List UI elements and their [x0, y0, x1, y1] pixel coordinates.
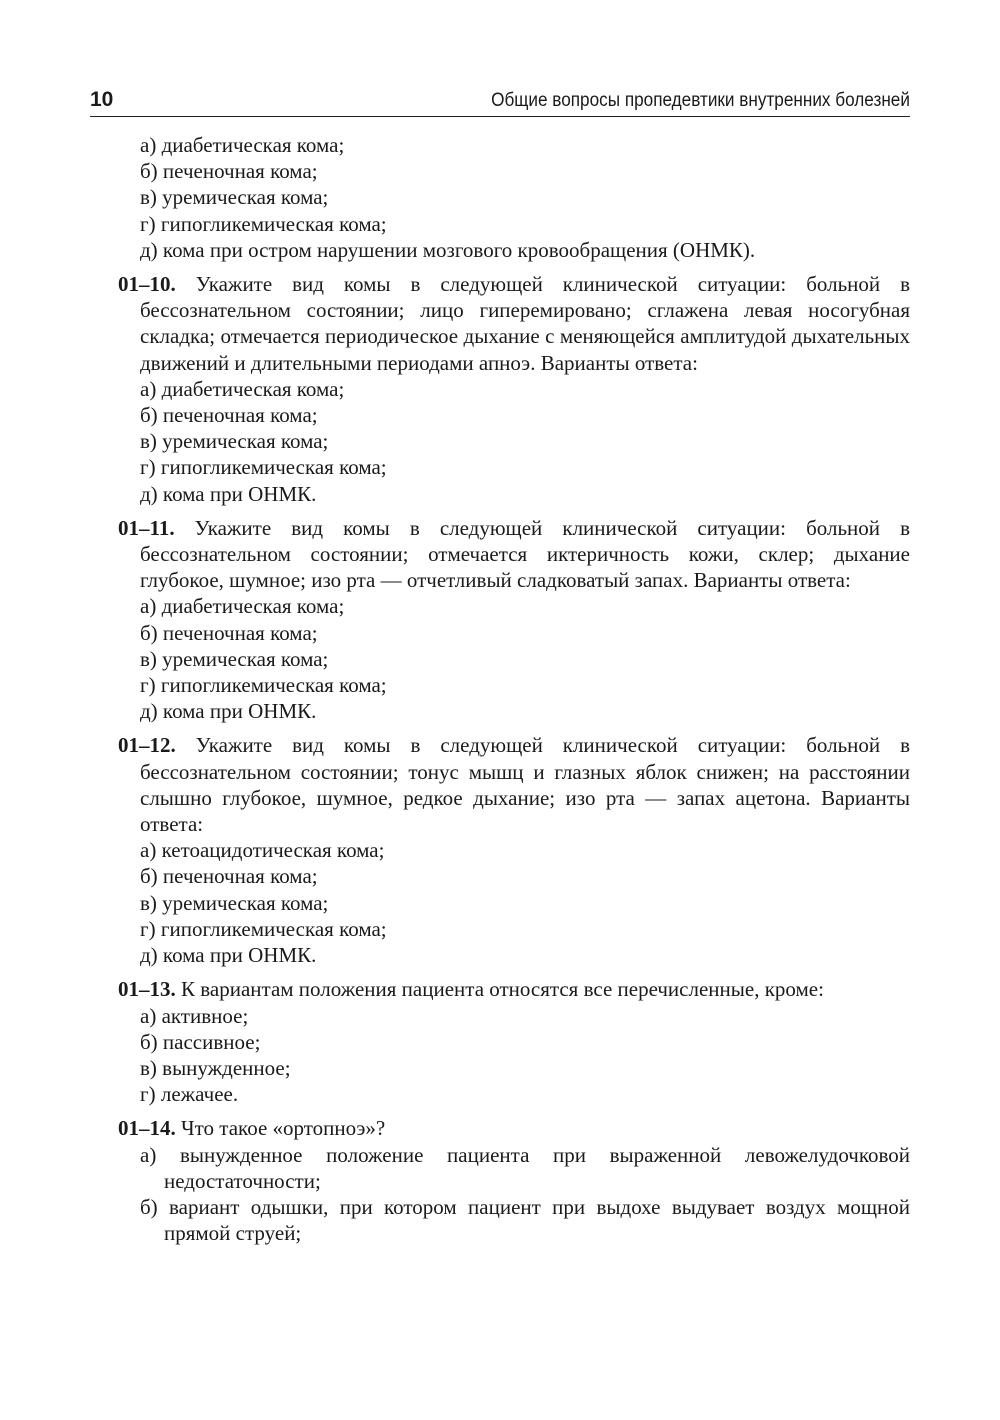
page-number: 10 [90, 88, 114, 111]
question-text-block [118, 271, 910, 376]
answer-option: в) вынужденное; [140, 1055, 291, 1080]
question-text-block [118, 515, 910, 594]
answer-option: г) гипогликемическая кома; [140, 916, 387, 941]
answer-option: д) кома при остром нарушении мозгового кровообращения (ОНМК). [140, 237, 756, 262]
answer-option: г) гипогликемическая кома; [140, 211, 387, 236]
answer-option: в) уремическая кома; [140, 646, 329, 671]
question-text-block [118, 732, 910, 837]
question-text-block [118, 976, 910, 1002]
answer-option: д) кома при ОНМК. [140, 699, 317, 724]
question-01-11 [118, 515, 910, 725]
answer-options [118, 1142, 910, 1247]
question-number: 01–14. [118, 1116, 176, 1141]
continuation-options [118, 132, 910, 263]
answer-options [118, 837, 910, 968]
answer-option: а) активное; [140, 1003, 249, 1028]
answer-option: г) лежачее. [140, 1082, 239, 1107]
answer-option: в) уремическая кома; [140, 185, 329, 210]
page-header [90, 86, 910, 117]
answer-option: а) диабетическая кома; [140, 376, 345, 401]
question-text: Что такое «ортопноэ»? [181, 1116, 386, 1141]
answer-option: д) кома при ОНМК. [140, 943, 317, 968]
answer-option: б) печеночная кома; [140, 403, 318, 428]
answer-option: а) диабетическая кома; [140, 133, 345, 157]
answer-option: б) вариант одышки, при котором пациент при выдохе выдувает воздух мощной прямой струей; [140, 1194, 910, 1246]
question-text: Укажите вид комы в следующей клинической ситуации: больной в бессознательном состоянии; лицо гиперемировано; сглажена левая носогубная складка; отмечается периодическое дыхание с меняющейся амплитудой дыхательных движений и длительными периодами апноэ. Варианты ответа: [140, 272, 911, 375]
question-01-14 [118, 1115, 910, 1246]
question-number: 01–10. [118, 272, 176, 297]
running-title: Общие вопросы пропедевтики внутренних болезней [491, 89, 910, 111]
answer-options [118, 376, 910, 507]
question-text-block [118, 1115, 910, 1141]
question-01-13 [118, 976, 910, 1107]
answer-option: б) пассивное; [140, 1029, 261, 1054]
answer-option: а) вынужденное положение пациента при выраженной левожелудочковой недостаточности; [140, 1142, 910, 1193]
answer-option: б) печеночная кома; [140, 620, 318, 645]
answer-options [118, 1003, 910, 1108]
page-content [118, 132, 910, 1246]
answer-option: в) уремическая кома; [140, 890, 329, 915]
question-number: 01–12. [118, 733, 176, 758]
answer-option: г) гипогликемическая кома; [140, 673, 387, 698]
question-number: 01–13. [118, 977, 176, 1002]
answer-option: б) печеночная кома; [140, 864, 318, 889]
question-text: К вариантам положения пациента относятся все перечисленные, кроме: [181, 977, 824, 1002]
question-text: Укажите вид комы в следующей клинической ситуации: больной в бессознательном состоянии; отмечается иктеричность кожи, склер; дыхание глубокое, шумное; изо рта — отчетливый сладковатый запах. Варианты ответа: [140, 515, 910, 593]
answer-option: б) печеночная кома; [140, 159, 318, 184]
question-01-10 [118, 271, 910, 507]
answer-options [118, 593, 910, 724]
question-number: 01–11. [118, 515, 175, 540]
answer-option: а) кетоацидотическая кома; [140, 838, 385, 863]
answer-option: г) гипогликемическая кома; [140, 455, 387, 480]
answer-option: д) кома при ОНМК. [140, 481, 317, 506]
question-01-12 [118, 732, 910, 968]
answer-option: а) диабетическая кома; [140, 594, 345, 619]
answer-option: в) уремическая кома; [140, 429, 329, 454]
question-text: Укажите вид комы в следующей клинической ситуации: больной в бессознательном состоянии; тонус мышц и глазных яблок снижен; на расстоянии слышно глубокое, шумное, редкое дыхание; изо рта — запах ацетона. Варианты ответа: [140, 733, 911, 837]
